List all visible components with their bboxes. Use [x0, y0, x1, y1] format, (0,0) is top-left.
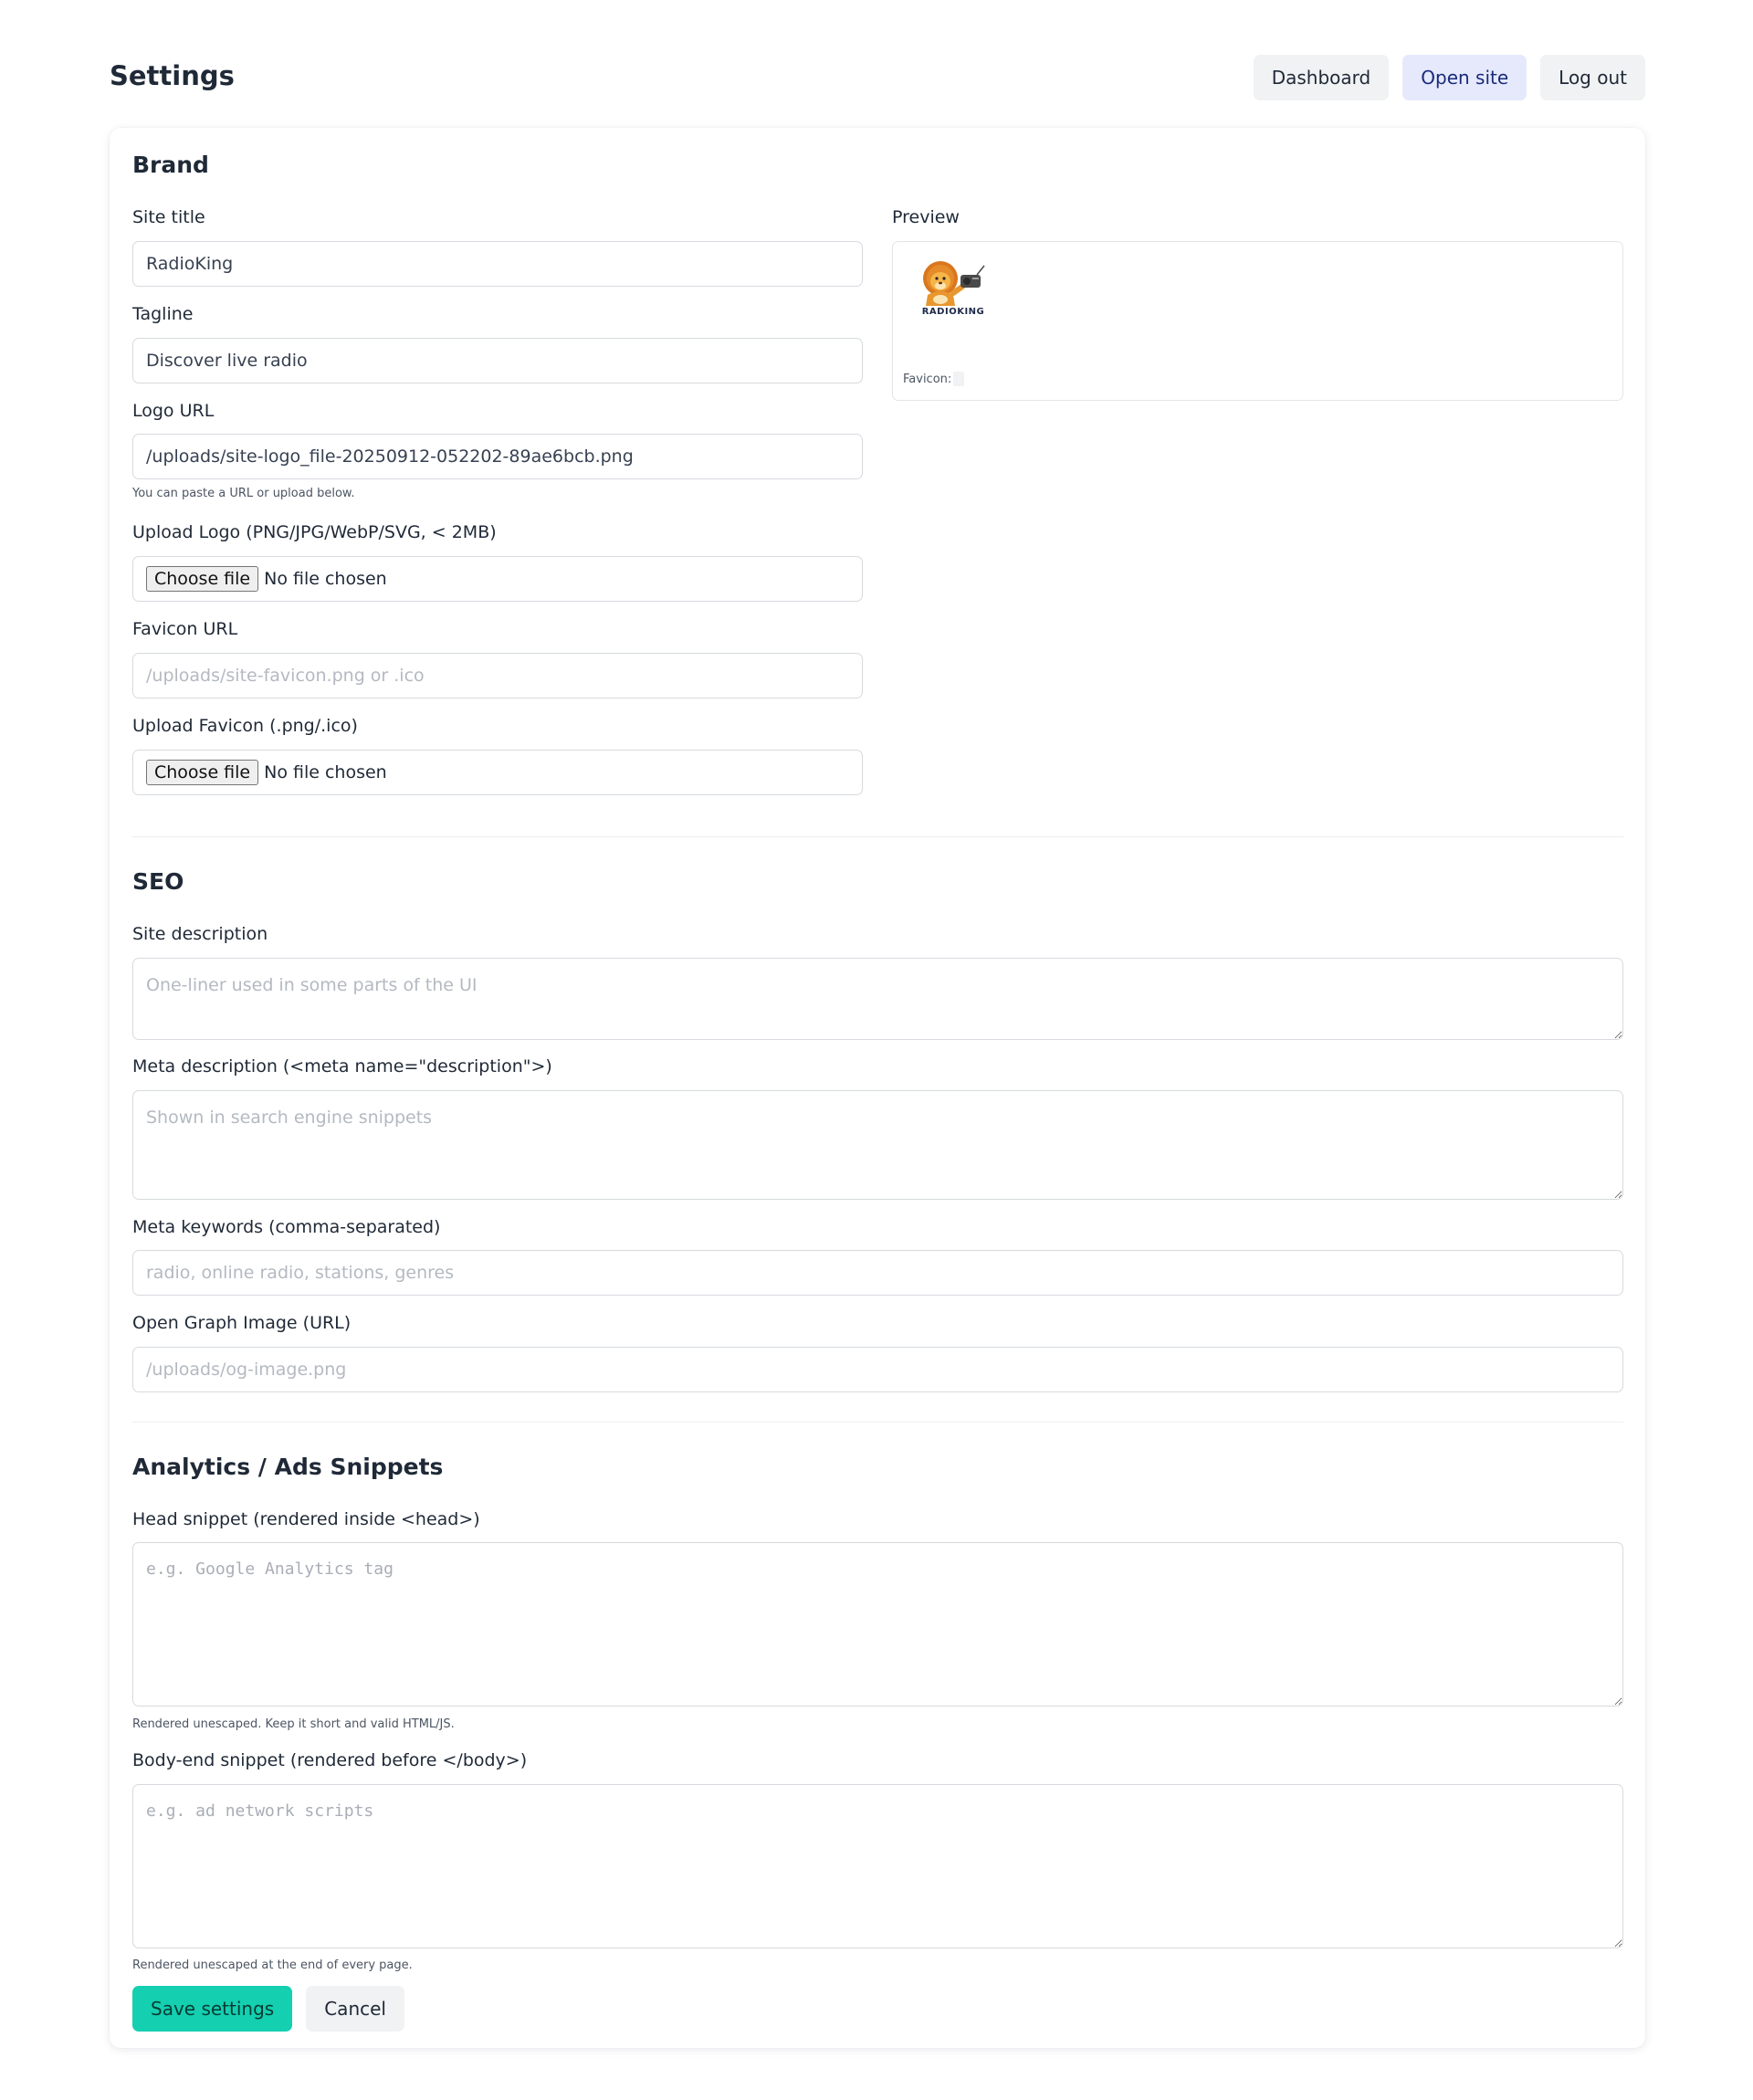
meta-description-textarea[interactable]	[132, 1090, 1623, 1200]
settings-form	[110, 128, 1645, 2048]
page-title: Settings	[110, 60, 235, 91]
preview-panel	[892, 241, 1623, 401]
section-divider	[132, 836, 1623, 837]
logo-url-help: You can paste a URL or upload below.	[132, 487, 355, 500]
meta-keywords-input[interactable]	[132, 1250, 1623, 1296]
logo-file-status: No file chosen	[264, 569, 387, 589]
brand-heading: Brand	[132, 152, 209, 178]
log-out-button[interactable]: Log out	[1540, 55, 1645, 100]
site-title-label: Site title	[132, 207, 205, 227]
seo-heading: SEO	[132, 868, 184, 895]
body-snippet-label: Body-end snippet (rendered before </body>)	[132, 1750, 528, 1770]
favicon-preview	[903, 372, 964, 386]
save-settings-button[interactable]: Save settings	[132, 1986, 292, 2032]
top-bar	[110, 55, 1645, 100]
upload-favicon-field	[132, 750, 863, 795]
og-image-label: Open Graph Image (URL)	[132, 1313, 352, 1333]
meta-description-label: Meta description (<meta name="description">)	[132, 1056, 552, 1076]
body-snippet-textarea[interactable]	[132, 1784, 1623, 1948]
tagline-input[interactable]	[132, 338, 863, 383]
favicon-image	[953, 372, 964, 386]
upload-logo-label: Upload Logo (PNG/JPG/WebP/SVG, < 2MB)	[132, 522, 497, 542]
upload-logo-field	[132, 556, 863, 602]
choose-favicon-file-button[interactable]: Choose file	[146, 760, 258, 785]
form-actions	[132, 1986, 404, 2032]
section-divider	[132, 1422, 1623, 1423]
open-site-button[interactable]: Open site	[1402, 55, 1527, 100]
favicon-url-input[interactable]	[132, 653, 863, 698]
head-snippet-textarea[interactable]	[132, 1542, 1623, 1706]
head-snippet-label: Head snippet (rendered inside <head>)	[132, 1509, 480, 1529]
favicon-preview-label: Favicon:	[903, 372, 952, 386]
meta-keywords-label: Meta keywords (comma-separated)	[132, 1217, 441, 1237]
logo-url-input[interactable]	[132, 434, 863, 479]
analytics-heading: Analytics / Ads Snippets	[132, 1454, 444, 1480]
favicon-file-status: No file chosen	[264, 762, 387, 782]
tagline-label: Tagline	[132, 304, 194, 324]
site-description-label: Site description	[132, 924, 268, 944]
og-image-input[interactable]	[132, 1347, 1623, 1392]
favicon-url-label: Favicon URL	[132, 619, 238, 639]
site-description-textarea[interactable]	[132, 958, 1623, 1040]
logo-url-label: Logo URL	[132, 401, 215, 421]
head-snippet-help: Rendered unescaped. Keep it short and valid HTML/JS.	[132, 1717, 455, 1731]
logo-preview	[906, 258, 1006, 319]
logo-wordmark: RADIOKING	[921, 307, 985, 317]
dashboard-button[interactable]: Dashboard	[1254, 55, 1390, 100]
choose-logo-file-button[interactable]: Choose file	[146, 566, 258, 592]
upload-favicon-label: Upload Favicon (.png/.ico)	[132, 716, 358, 736]
preview-label: Preview	[892, 207, 960, 227]
site-title-input[interactable]	[132, 241, 863, 287]
top-actions	[1254, 55, 1645, 100]
lion-logo-image	[906, 258, 1006, 310]
cancel-button[interactable]: Cancel	[306, 1986, 404, 2032]
body-snippet-help: Rendered unescaped at the end of every page.	[132, 1958, 413, 1972]
